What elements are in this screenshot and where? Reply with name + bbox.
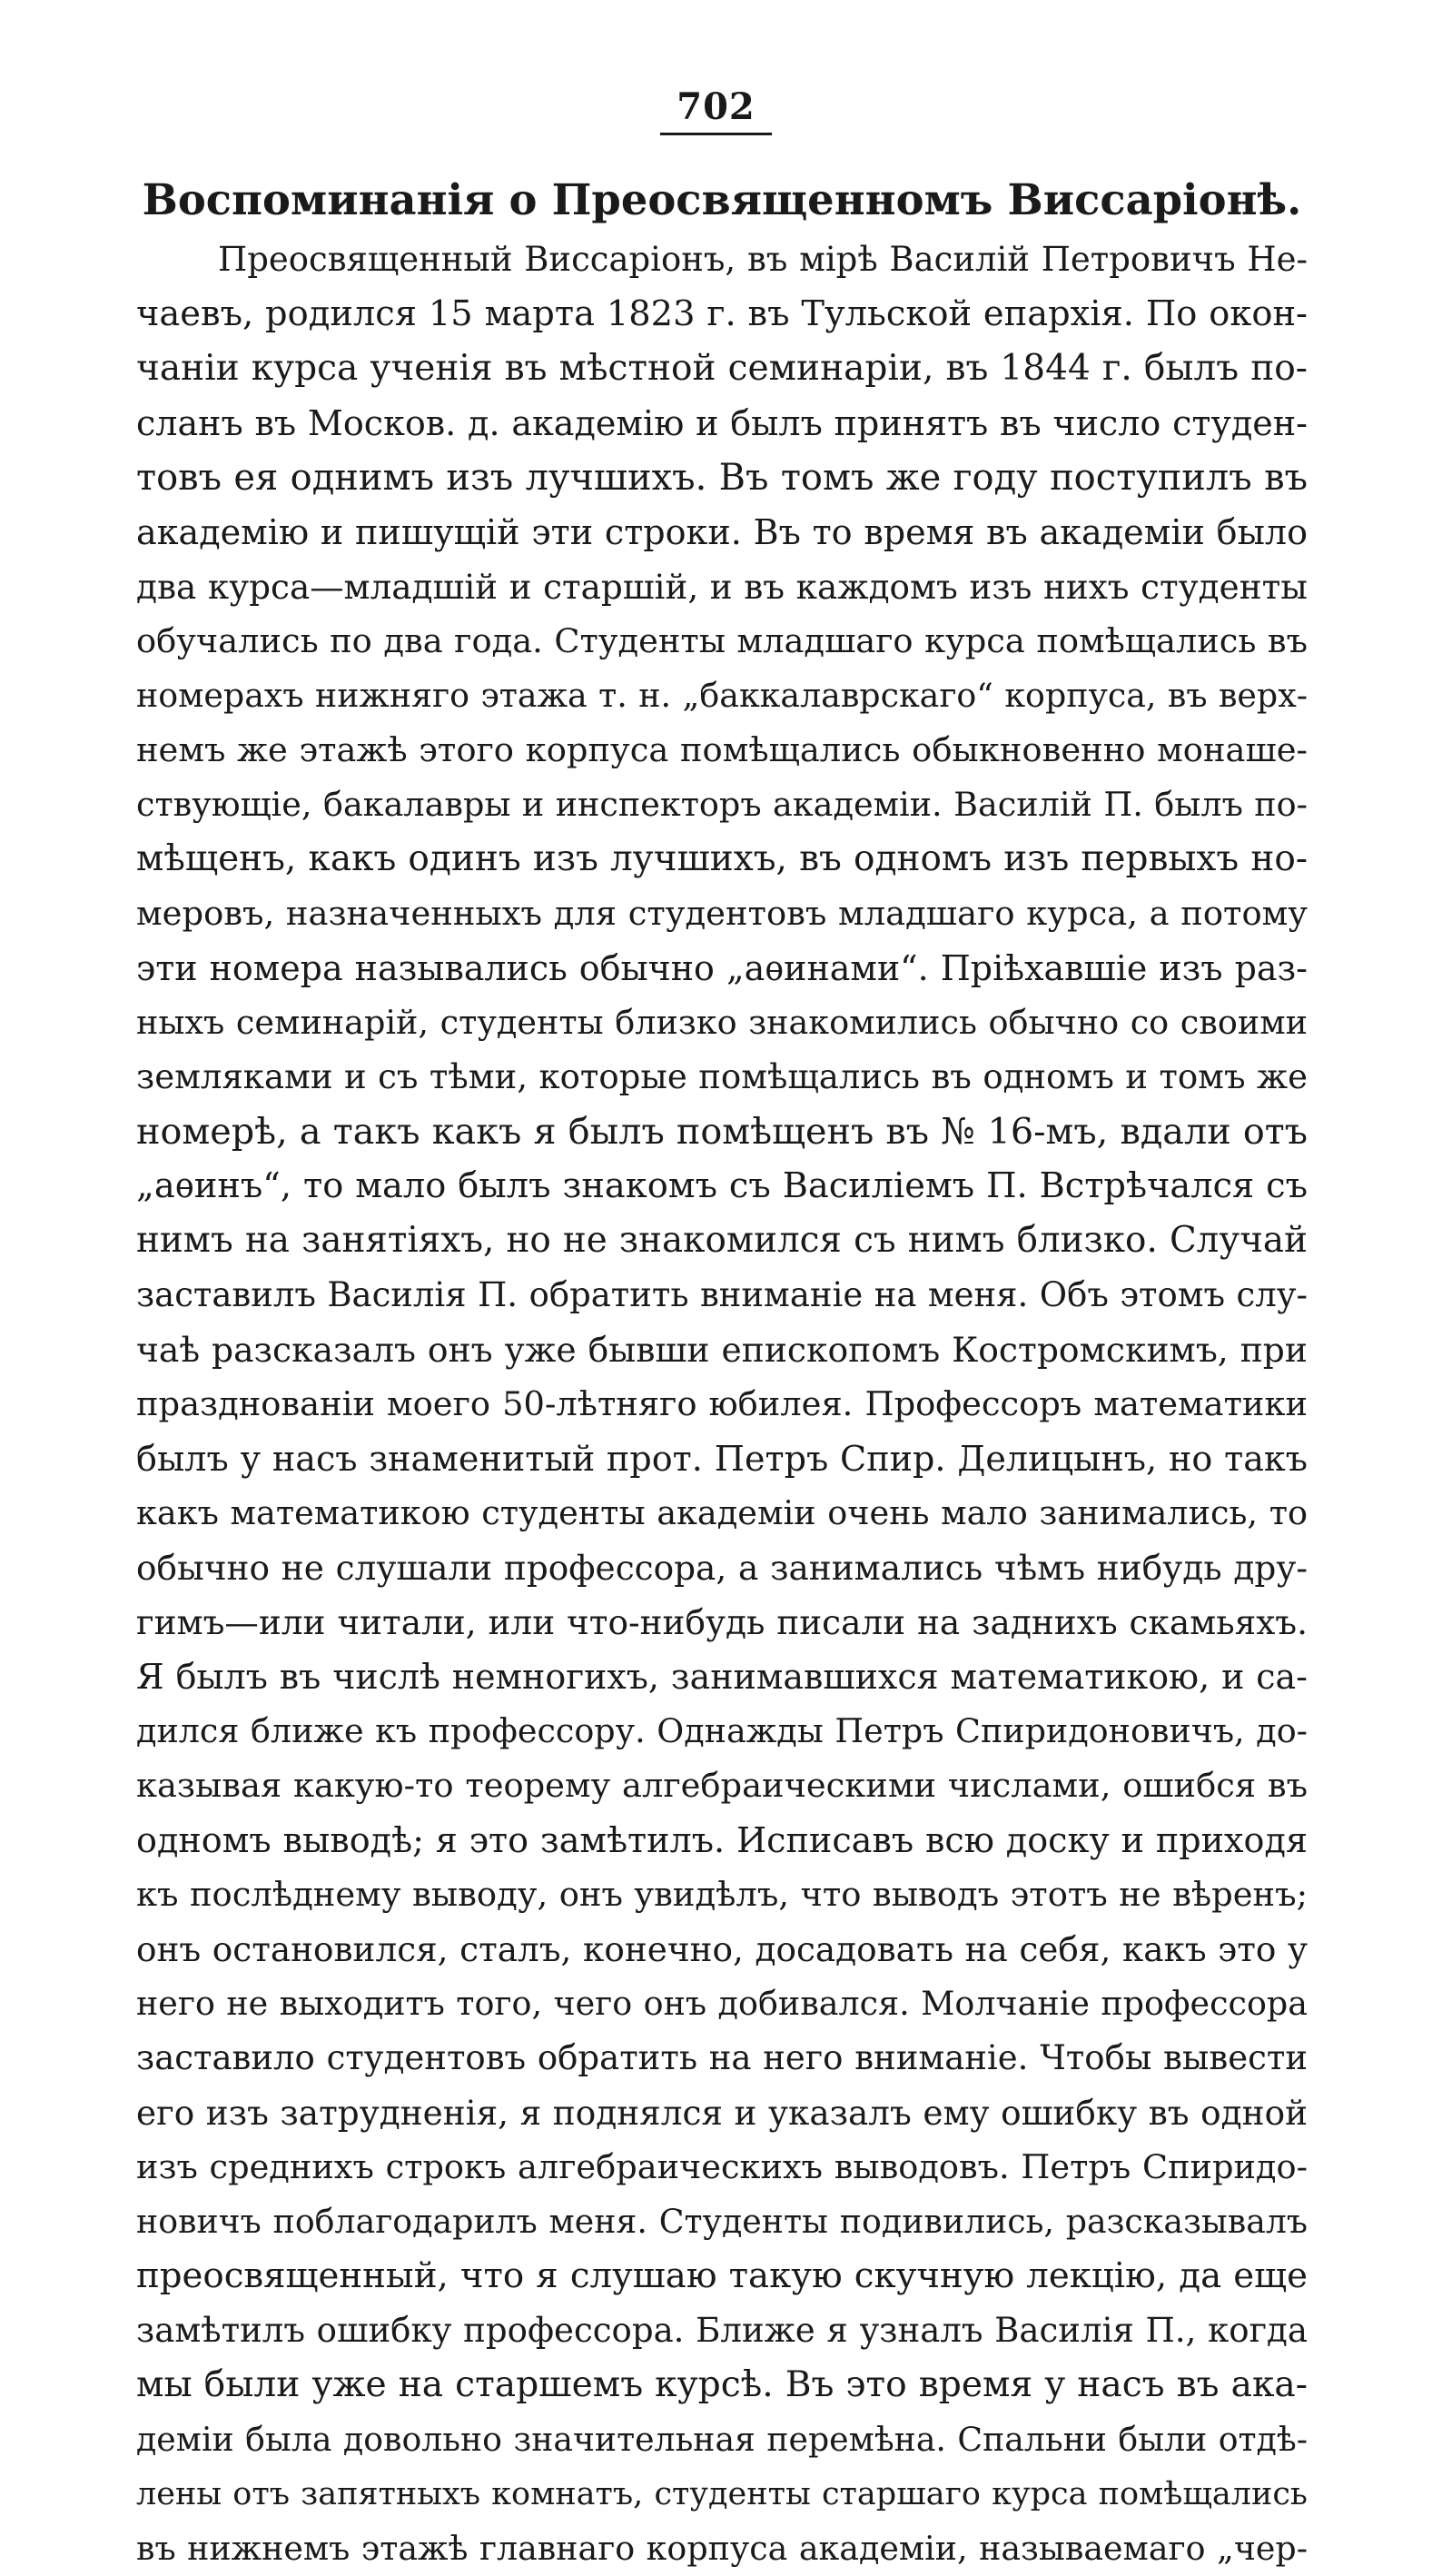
text-line: нимъ на занятіяхъ, но не знакомился съ нимъ близко. Случай [136, 1220, 1308, 1261]
page-number-container [0, 84, 1432, 135]
text-line: номерахъ нижняго этажа т. н. „баккалаврскаго“ корпуса, въ верх- [136, 676, 1308, 715]
text-line: мы были уже на старшемъ курсѣ. Въ это время у насъ въ ака- [136, 2364, 1308, 2405]
text-line: былъ у насъ знаменитый прот. Петръ Спир. Делицынъ, но такъ [136, 1439, 1308, 1479]
text-line: одномъ выводѣ; я это замѣтилъ. Исписавъ всю доску и приходя [136, 1820, 1308, 1860]
text-line: Я былъ въ числѣ немногихъ, занимавшихся математикою, и са- [136, 1657, 1308, 1697]
text-line: казывая какую-то теорему алгебраическими числами, ошибся въ [136, 1766, 1308, 1805]
text-line: чаевъ, родился 15 марта 1823 г. въ Тульской епархія. По окон- [136, 293, 1308, 334]
article-body [136, 233, 1308, 2576]
article-title: Воспоминанія о Преосвященномъ Виссаріонѣ. [142, 174, 1302, 224]
text-line: заставилъ Василія П. обратить вниманіе на меня. Объ этомъ слу- [136, 1275, 1308, 1314]
text-line: меровъ, назначенныхъ для студентовъ младшаго курса, а потому [136, 894, 1308, 933]
text-line: обычно не слушали профессора, а занимались чѣмъ нибудь дру- [136, 1548, 1308, 1588]
text-line: ствующіе, бакалавры и инспекторъ академіи. Василій П. былъ по- [136, 785, 1308, 824]
text-line: новичъ поблагодарилъ меня. Студенты подивились, разсказывалъ [136, 2202, 1308, 2241]
text-line: къ послѣднему выводу, онъ увидѣлъ, что выводъ этотъ не вѣренъ; [136, 1875, 1308, 1914]
text-line: его изъ затрудненія, я поднялся и указалъ ему ошибку въ одной [136, 2093, 1308, 2133]
text-line: обучались по два года. Студенты младшаго курса помѣщались въ [136, 621, 1308, 660]
text-line: товъ ея однимъ изъ лучшихъ. Въ томъ же году поступилъ въ [136, 457, 1308, 499]
text-line: лены отъ запятныхъ комнатъ, студенты старшаго курса помѣщались [136, 2476, 1308, 2512]
text-line: „аѳинъ“, то мало былъ знакомъ съ Василіемъ П. Встрѣчался съ [136, 1165, 1308, 1206]
text-line: дился ближе къ профессору. Однажды Петръ Спиридоновичъ, до- [136, 1711, 1308, 1750]
text-line: чаѣ разсказалъ онъ уже бывши епископомъ Костромскимъ, при [136, 1330, 1308, 1370]
page-number: 702 [660, 84, 772, 135]
text-line: номерѣ, а такъ какъ я былъ помѣщенъ въ № 16-мъ, вдали отъ [136, 1111, 1308, 1153]
text-line: ныхъ семинарій, студенты близко знакомились обычно со своими [136, 1003, 1308, 1042]
text-line: онъ остановился, сталъ, конечно, досадовать на себя, какъ это у [136, 1929, 1308, 1969]
text-line: замѣтилъ ошибку профессора. Ближе я узналъ Василія П., когда [136, 2311, 1308, 2350]
text-line: заставило студентовъ обратить на него вниманіе. Чтобы вывести [136, 2038, 1308, 2077]
text-line: земляками и съ тѣми, которые помѣщались въ одномъ и томъ же [136, 1057, 1308, 1096]
text-line: изъ среднихъ строкъ алгебраическихъ выводовъ. Петръ Спиридо- [136, 2147, 1308, 2186]
text-line: два курса—младшій и старшій, и въ каждомъ изъ нихъ студенты [136, 567, 1308, 607]
text-line: мѣщенъ, какъ одинъ изъ лучшихъ, въ одномъ изъ первыхъ но- [136, 838, 1308, 879]
text-line: Преосвященный Виссаріонъ, въ мірѣ Василій Петровичъ Не- [218, 240, 1308, 279]
text-line: преосвященный, что я слушаю такую скучную лекцію, да еще [136, 2255, 1308, 2296]
text-line: гимъ—или читали, или что-нибудь писали на заднихъ скамьяхъ. [136, 1602, 1308, 1642]
text-line: сланъ въ Москов. д. академію и былъ принятъ въ число студен- [136, 403, 1308, 443]
text-line: празднованіи моего 50-лѣтняго юбилея. Профессоръ математики [136, 1384, 1308, 1423]
text-line: въ нижнемъ этажѣ главнаго корпуса академіи, называемаго „чер- [136, 2529, 1308, 2568]
text-line: академію и пишущій эти строки. Въ то время въ академіи было [136, 512, 1308, 552]
text-line: эти номера назывались обычно „аѳинами“. Пріѣхавшіе изъ раз- [136, 948, 1308, 988]
text-line: деміи была довольно значительная перемѣна. Спальни были отдѣ- [136, 2420, 1308, 2459]
text-line: какъ математикою студенты академіи очень мало занимались, то [136, 1493, 1308, 1532]
text-line: чаніи курса ученія въ мѣстной семинаріи, въ 1844 г. былъ по- [136, 348, 1308, 389]
text-line: него не выходитъ того, чего онъ добивался. Молчаніе профессора [136, 1984, 1308, 2023]
text-line: немъ же этажѣ этого корпуса помѣщались обыкновенно монаше- [136, 730, 1308, 769]
